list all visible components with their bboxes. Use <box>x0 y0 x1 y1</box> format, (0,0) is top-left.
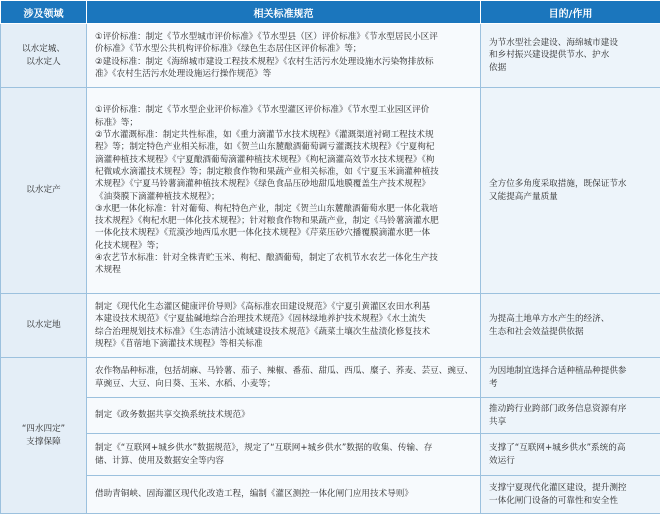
purpose-text: 为节水型社会建设、海绵城市建设 <box>489 38 618 49</box>
domain-text: 支撑保障 <box>26 436 61 447</box>
standards-text: 综合治理规划技术标准》《生态清洁小流域建设技术规范》《蔬菜土壤次生盐渍化修复技术 <box>95 326 431 337</box>
table-row <box>1 88 660 294</box>
purpose-text: 和乡村振兴建设提供节水、护水 <box>489 50 610 61</box>
header-standards: 相关标准规范 <box>87 1 481 24</box>
domain-cell <box>1 358 87 514</box>
domain-text: 以水定城、 <box>22 44 65 55</box>
standards-text: 术规程》《宁夏马铃薯滴灌种植技术规程》《绿色食品压砂地甜瓜地膜覆盖生产技术规程》 <box>95 179 431 190</box>
domain-cell <box>1 24 87 88</box>
purpose-text: 支撑了“互联网+城乡供水”系统的高 <box>489 443 626 454</box>
standards-cell <box>87 398 481 434</box>
standards-cell <box>87 88 481 294</box>
table-row <box>1 476 660 514</box>
standards-text: 杞微咸水滴灌技术规程》等；制定粮食作物和果蔬产业相关标准，如《宁夏玉米滴灌种植技 <box>95 166 439 177</box>
domain-text: 以水定地 <box>26 320 61 331</box>
purpose-cell <box>481 398 660 434</box>
purpose-cell <box>481 24 660 88</box>
purpose-cell <box>481 434 660 476</box>
purpose-text: 考 <box>489 378 498 389</box>
standards-text: ②节水灌溉标准：制定共性标准，如《重力滴灌节水技术规程》《灌溉渠道衬砌工程技术规 <box>95 130 434 141</box>
table-row <box>1 294 660 358</box>
purpose-text: 支撑宁夏现代化灌区建设，提升测控 <box>489 483 627 494</box>
standards-text: 制定《政务数据共享交换系统技术规范》 <box>95 410 250 421</box>
standards-text: 农作物品种标准，包括胡麻、马铃薯、茄子、辣椒、番茄、甜瓜、西瓜、糜子、荞麦、芸豆、豌豆、 <box>95 366 474 377</box>
standards-cell <box>87 358 481 398</box>
standards-text: 技术规程》《枸杞水肥一体化技术规程》；针对粮食作物和果蔬产业，制定《马铃薯滴灌水肥 <box>95 216 439 227</box>
header-row <box>1 1 660 24</box>
purpose-text: 依据 <box>489 62 507 73</box>
standards-text: 滴灌种植技术规程》《宁夏酿酒葡萄滴灌种植技术规程》《枸杞滴灌高效节水技术规程》《枸 <box>95 154 435 165</box>
standards-text: 准》《农村生活污水处理设施运行操作规范》等 <box>95 68 272 79</box>
purpose-text: 共享 <box>489 416 507 427</box>
standards-text: 化技术规程》等； <box>95 240 164 251</box>
domain-cell <box>1 294 87 358</box>
standards-text: 价标准》《节水型公共机构评价标准》《绿色生态居住区评价标准》等； <box>95 44 362 55</box>
standards-text: 储、计算、使用及数据安全等内容 <box>95 455 224 466</box>
domain-text: 以水定产 <box>26 185 61 196</box>
standards-text: 规程》《苜蓿地下滴灌技术规程》等相关标准 <box>95 338 263 349</box>
header-purpose: 目的/作用 <box>481 1 660 24</box>
purpose-cell <box>481 294 660 358</box>
standards-text: 《油葵膜下滴灌种植技术规程》； <box>95 191 220 202</box>
standards-cell <box>87 24 481 88</box>
purpose-cell <box>481 476 660 514</box>
purpose-text: 生态和社会效益提供依据 <box>489 326 584 337</box>
standards-text: 本建设技术规范》《宁夏盐碱地综合治理技术规范》《固林绿地养护技术规程》《水土流失 <box>95 314 426 325</box>
standards-text: 术规程 <box>95 265 121 276</box>
purpose-text: 又能提高产量质量 <box>489 191 558 202</box>
standards-text: 制定《“互联网+城乡供水”数据规范》，规定了“互联网+城乡供水”数据的收集、传输、存 <box>95 443 433 454</box>
purpose-text: 为提高土地单方水产生的经济、 <box>489 314 610 325</box>
purpose-text: 全方位多角度采取措施，既保证节水 <box>489 179 627 190</box>
purpose-text: 一体化闸门设备的可靠性和安全性 <box>489 495 618 506</box>
purpose-cell <box>481 358 660 398</box>
standards-text: ④农艺节水标准：针对全株青贮玉米、枸杞、酿酒葡萄，制定了农机节水农艺一体化生产技 <box>95 252 438 263</box>
standards-text: ①评价标准：制定《节水型城市评价标准》《节水型县（区）评价标准》《节水型居民小区评 <box>95 31 438 42</box>
purpose-cell <box>481 88 660 294</box>
standards-text: 程》等；制定特色产业相关标准，如《贺兰山东麓酿酒葡萄调亏灌溉技术规程》《宁夏枸杞 <box>95 142 435 153</box>
standards-text: 草豌豆、大豆、向日葵、玉米、水稻、小麦等； <box>95 378 276 389</box>
standards-text: ③水肥一体化标准：针对葡萄、枸杞特色产业，制定《贺兰山东麓酿酒葡萄水肥一体化栽培 <box>95 203 438 214</box>
domain-text: “四水四定” <box>21 424 66 435</box>
table-row <box>1 434 660 476</box>
standards-cell <box>87 294 481 358</box>
standards-text: 一体化技术规程》《荒漠沙地西瓜水肥一体化技术规程》《芹菜压砂穴播覆膜滴灌水肥一体 <box>95 228 431 239</box>
purpose-text: 推动跨行业跨部门政务信息资源有序 <box>489 404 627 415</box>
standards-text: 借助青铜峡、固海灌区现代化改造工程，编制《灌区测控一体化闸门应用技术导则》 <box>95 489 413 500</box>
header-domain: 涉及领域 <box>1 1 87 24</box>
standards-cell <box>87 476 481 514</box>
standards-text: ②建设标准：制定《海绵城市建设工程技术规程》《农村生活污水处理设施水污染物排放标 <box>95 56 434 67</box>
standards-text: 制定《现代化生态灌区健康评价导则》《高标准农田建设规范》《宁夏引黄灌区农田水利基 <box>95 301 431 312</box>
standards-text: ①评价标准：制定《节水型企业评价标准》《节水型灌区评价标准》《节水型工业园区评价 <box>95 105 430 116</box>
table-row <box>1 398 660 434</box>
standards-cell <box>87 434 481 476</box>
purpose-text: 效运行 <box>489 455 515 466</box>
purpose-text: 为因地制宜选择合适种植品种提供参 <box>489 366 627 377</box>
domain-cell <box>1 88 87 294</box>
table-row <box>1 24 660 88</box>
domain-text: 以水定人 <box>26 56 61 67</box>
standards-text: 标准》等； <box>95 117 138 128</box>
table-row <box>1 358 660 398</box>
